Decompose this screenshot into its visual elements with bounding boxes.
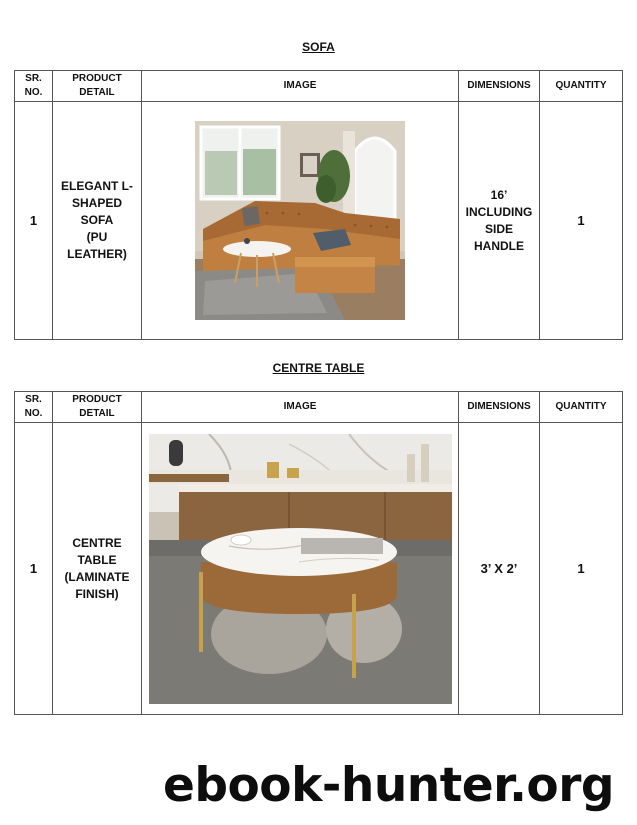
- quantity-cell: 1: [540, 423, 623, 715]
- table-header-row: [15, 392, 623, 423]
- watermark-text: ebook-hunter.org: [163, 758, 615, 813]
- header-product-detail: PRODUCT DETAIL: [53, 71, 142, 102]
- header-quantity: QUANTITY: [540, 392, 623, 423]
- header-image: IMAGE: [142, 392, 459, 423]
- sr-no-cell: 1: [15, 102, 53, 340]
- image-cell: [142, 102, 459, 340]
- product-detail-cell: ELEGANT L- SHAPED SOFA (PU LEATHER): [53, 102, 142, 340]
- header-product-detail: PRODUCT DETAIL: [53, 392, 142, 423]
- table-row: [15, 423, 623, 715]
- dimensions-cell: 3’ X 2’: [459, 423, 540, 715]
- header-dimensions: DIMENSIONS: [459, 392, 540, 423]
- sofa-image: [195, 121, 405, 320]
- sr-no-cell: 1: [15, 423, 53, 715]
- product-detail-cell: CENTRE TABLE (LAMINATE FINISH): [53, 423, 142, 715]
- centre-table-table: [14, 391, 623, 715]
- sofa-table: [14, 70, 623, 340]
- centre-table-image: [149, 434, 452, 704]
- section-title-sofa: SOFA: [302, 40, 335, 54]
- quantity-cell: 1: [540, 102, 623, 340]
- header-sr-no: SR. NO.: [15, 392, 53, 423]
- header-image: IMAGE: [142, 71, 459, 102]
- table-row: [15, 102, 623, 340]
- image-cell: [142, 423, 459, 715]
- section-title-centre-table: CENTRE TABLE: [272, 361, 365, 375]
- table-header-row: [15, 71, 623, 102]
- header-quantity: QUANTITY: [540, 71, 623, 102]
- header-dimensions: DIMENSIONS: [459, 71, 540, 102]
- dimensions-cell: 16’ INCLUDING SIDE HANDLE: [459, 102, 540, 340]
- header-sr-no: SR. NO.: [15, 71, 53, 102]
